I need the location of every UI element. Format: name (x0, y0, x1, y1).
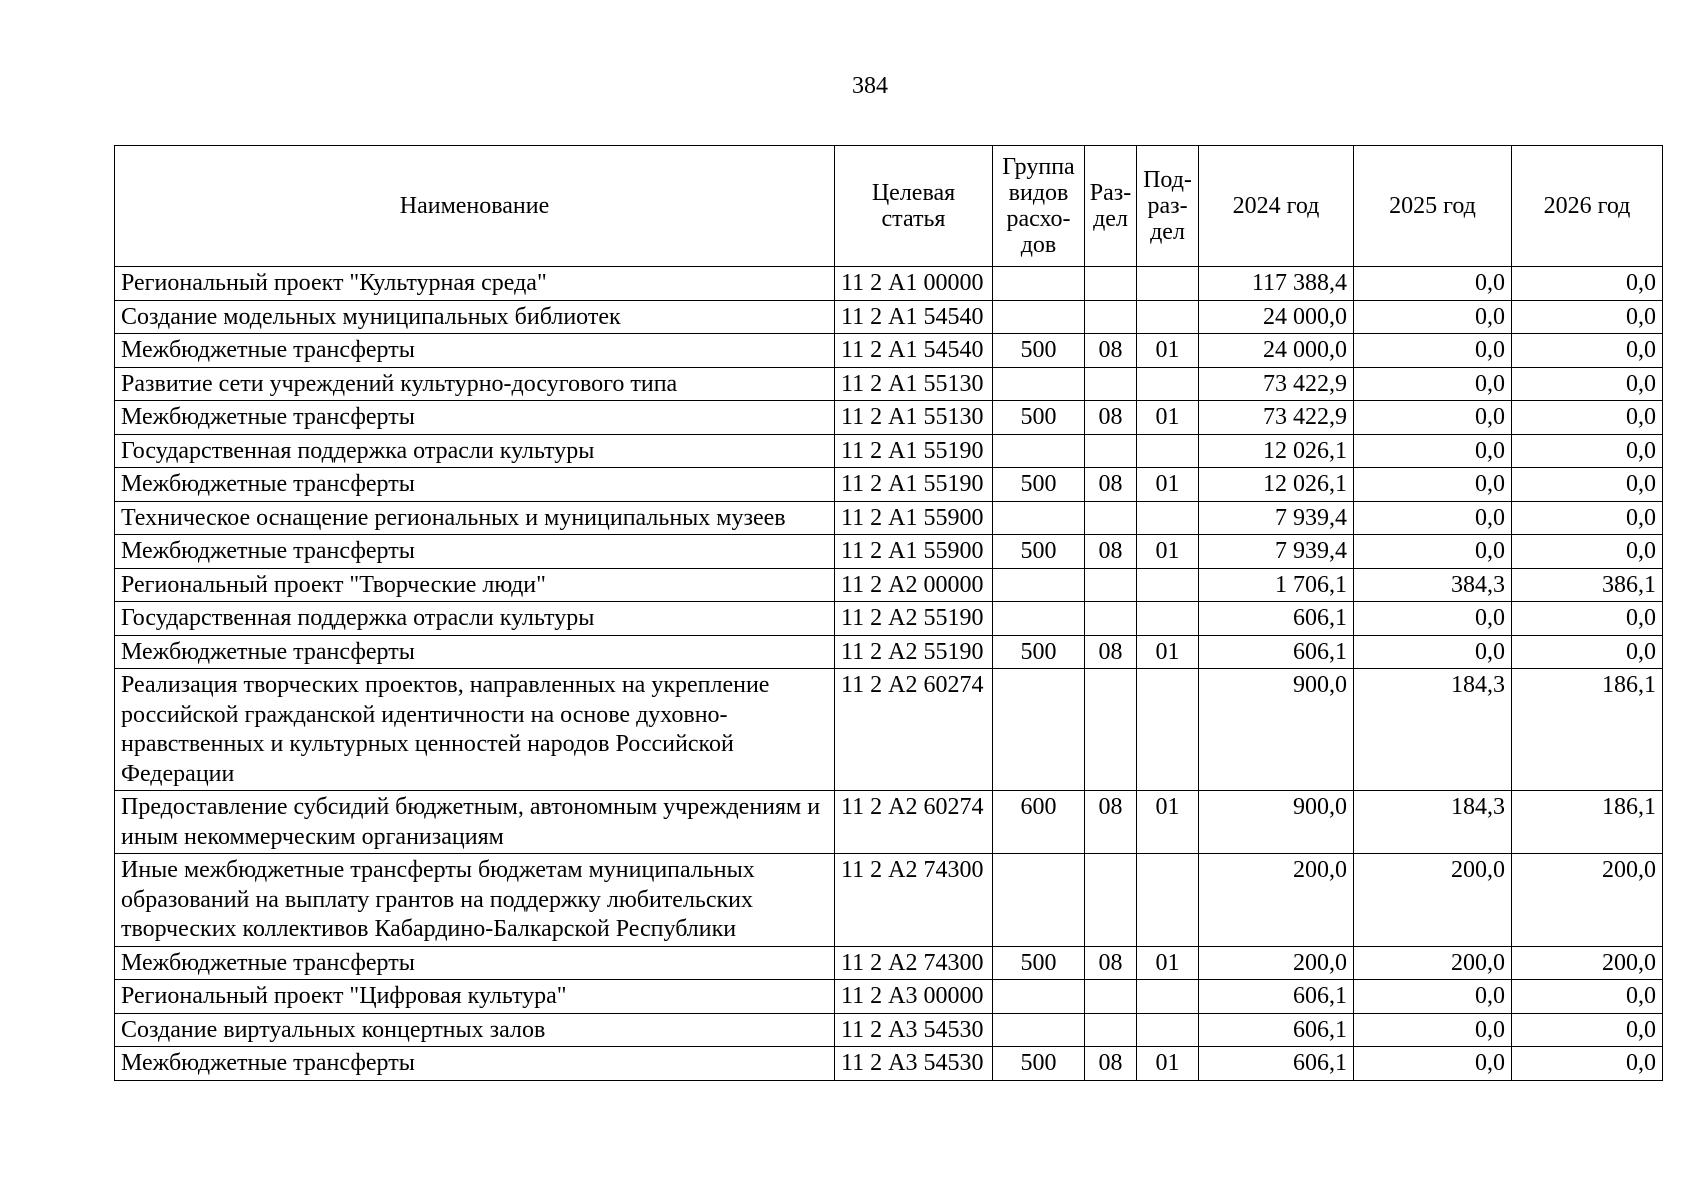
cell-2026: 0,0 (1512, 267, 1663, 301)
cell-target: 11 2 А3 54530 (835, 1013, 993, 1047)
cell-subsection (1137, 501, 1199, 535)
cell-target: 11 2 А2 00000 (835, 568, 993, 602)
cell-subsection (1137, 1013, 1199, 1047)
cell-name: Межбюджетные трансферты (115, 1047, 835, 1081)
cell-subsection (1137, 300, 1199, 334)
cell-section (1085, 669, 1137, 791)
cell-group: 600 (993, 791, 1085, 854)
table-row (115, 501, 1663, 535)
table-row (115, 669, 1663, 791)
header-row (115, 146, 1663, 267)
cell-group (993, 602, 1085, 636)
cell-target: 11 2 А1 55900 (835, 535, 993, 569)
cell-group: 500 (993, 468, 1085, 502)
cell-group (993, 669, 1085, 791)
cell-target: 11 2 А2 60274 (835, 791, 993, 854)
cell-section (1085, 267, 1137, 301)
cell-2026: 0,0 (1512, 468, 1663, 502)
header-target: Целевая статья (835, 146, 993, 267)
cell-section: 08 (1085, 1047, 1137, 1081)
cell-2026: 0,0 (1512, 300, 1663, 334)
cell-subsection: 01 (1137, 468, 1199, 502)
cell-2024: 1 706,1 (1199, 568, 1354, 602)
cell-2025: 0,0 (1354, 267, 1512, 301)
table-row (115, 946, 1663, 980)
cell-section (1085, 602, 1137, 636)
table-row (115, 1013, 1663, 1047)
table-row (115, 791, 1663, 854)
table-row (115, 334, 1663, 368)
cell-group (993, 854, 1085, 947)
cell-2026: 200,0 (1512, 854, 1663, 947)
cell-2026: 200,0 (1512, 946, 1663, 980)
cell-2025: 0,0 (1354, 535, 1512, 569)
cell-section (1085, 854, 1137, 947)
cell-2026: 0,0 (1512, 1047, 1663, 1081)
cell-2024: 7 939,4 (1199, 501, 1354, 535)
cell-subsection (1137, 568, 1199, 602)
cell-target: 11 2 А2 55190 (835, 602, 993, 636)
cell-group (993, 501, 1085, 535)
cell-2024: 24 000,0 (1199, 300, 1354, 334)
header-name: Наименование (115, 146, 835, 267)
cell-2026: 0,0 (1512, 334, 1663, 368)
cell-subsection: 01 (1137, 334, 1199, 368)
cell-group: 500 (993, 1047, 1085, 1081)
cell-group (993, 367, 1085, 401)
cell-2025: 0,0 (1354, 1047, 1512, 1081)
cell-subsection: 01 (1137, 791, 1199, 854)
cell-2024: 24 000,0 (1199, 334, 1354, 368)
cell-subsection: 01 (1137, 635, 1199, 669)
budget-table (114, 145, 1663, 1081)
table-row (115, 367, 1663, 401)
cell-2024: 606,1 (1199, 1013, 1354, 1047)
cell-2026: 0,0 (1512, 434, 1663, 468)
cell-group: 500 (993, 535, 1085, 569)
cell-2024: 900,0 (1199, 791, 1354, 854)
cell-subsection (1137, 980, 1199, 1014)
cell-section (1085, 1013, 1137, 1047)
cell-subsection: 01 (1137, 535, 1199, 569)
cell-name: Региональный проект "Творческие люди" (115, 568, 835, 602)
cell-2024: 606,1 (1199, 635, 1354, 669)
cell-section: 08 (1085, 468, 1137, 502)
cell-2025: 200,0 (1354, 946, 1512, 980)
header-2024: 2024 год (1199, 146, 1354, 267)
cell-2025: 184,3 (1354, 669, 1512, 791)
cell-section (1085, 367, 1137, 401)
cell-2026: 0,0 (1512, 501, 1663, 535)
cell-target: 11 2 А1 55190 (835, 468, 993, 502)
cell-group (993, 1013, 1085, 1047)
cell-group: 500 (993, 401, 1085, 435)
cell-target: 11 2 А2 74300 (835, 946, 993, 980)
table-row (115, 635, 1663, 669)
cell-2025: 200,0 (1354, 854, 1512, 947)
cell-2024: 7 939,4 (1199, 535, 1354, 569)
cell-subsection (1137, 669, 1199, 791)
cell-name: Техническое оснащение региональных и муниципальных музеев (115, 501, 835, 535)
cell-target: 11 2 А3 54530 (835, 1047, 993, 1081)
cell-section: 08 (1085, 334, 1137, 368)
table-row (115, 267, 1663, 301)
header-subsection: Под-раз-дел (1137, 146, 1199, 267)
cell-subsection (1137, 367, 1199, 401)
cell-name: Развитие сети учреждений культурно-досугового типа (115, 367, 835, 401)
cell-name: Государственная поддержка отрасли культуры (115, 602, 835, 636)
cell-2024: 606,1 (1199, 980, 1354, 1014)
table-row (115, 434, 1663, 468)
cell-subsection: 01 (1137, 946, 1199, 980)
cell-subsection (1137, 267, 1199, 301)
cell-section: 08 (1085, 535, 1137, 569)
cell-2026: 0,0 (1512, 635, 1663, 669)
cell-2025: 0,0 (1354, 1013, 1512, 1047)
cell-2025: 0,0 (1354, 980, 1512, 1014)
cell-2026: 0,0 (1512, 535, 1663, 569)
cell-2026: 0,0 (1512, 980, 1663, 1014)
cell-target: 11 2 А1 55130 (835, 367, 993, 401)
cell-2025: 184,3 (1354, 791, 1512, 854)
table-row (115, 980, 1663, 1014)
cell-group (993, 980, 1085, 1014)
cell-name: Межбюджетные трансферты (115, 946, 835, 980)
cell-group (993, 434, 1085, 468)
cell-subsection: 01 (1137, 401, 1199, 435)
cell-target: 11 2 А1 00000 (835, 267, 993, 301)
cell-group (993, 568, 1085, 602)
cell-2024: 12 026,1 (1199, 468, 1354, 502)
cell-name: Межбюджетные трансферты (115, 401, 835, 435)
cell-name: Предоставление субсидий бюджетным, автономным учреждениям и иным некоммерческим организациям (115, 791, 835, 854)
cell-section: 08 (1085, 401, 1137, 435)
cell-subsection (1137, 434, 1199, 468)
cell-target: 11 2 А1 55130 (835, 401, 993, 435)
header-2026: 2026 год (1512, 146, 1663, 267)
cell-2025: 0,0 (1354, 434, 1512, 468)
cell-2025: 0,0 (1354, 635, 1512, 669)
cell-section (1085, 300, 1137, 334)
cell-2025: 384,3 (1354, 568, 1512, 602)
cell-target: 11 2 А3 00000 (835, 980, 993, 1014)
table-row (115, 300, 1663, 334)
cell-name: Реализация творческих проектов, направленных на укрепление российской гражданской идентичности на основе духовно-нравственных и культурных ценностей народов Российской Федерации (115, 669, 835, 791)
cell-2026: 0,0 (1512, 602, 1663, 636)
cell-section (1085, 568, 1137, 602)
cell-2025: 0,0 (1354, 468, 1512, 502)
cell-target: 11 2 А2 74300 (835, 854, 993, 947)
cell-name: Региональный проект "Цифровая культура" (115, 980, 835, 1014)
cell-2024: 73 422,9 (1199, 401, 1354, 435)
cell-section: 08 (1085, 946, 1137, 980)
cell-name: Межбюджетные трансферты (115, 468, 835, 502)
cell-group (993, 300, 1085, 334)
cell-subsection (1137, 854, 1199, 947)
table-row (115, 602, 1663, 636)
cell-2024: 12 026,1 (1199, 434, 1354, 468)
header-group: Группа видов расхо-дов (993, 146, 1085, 267)
cell-target: 11 2 А1 54540 (835, 300, 993, 334)
cell-name: Региональный проект "Культурная среда" (115, 267, 835, 301)
cell-2025: 0,0 (1354, 334, 1512, 368)
cell-2025: 0,0 (1354, 300, 1512, 334)
cell-target: 11 2 А2 60274 (835, 669, 993, 791)
cell-name: Создание виртуальных концертных залов (115, 1013, 835, 1047)
cell-name: Межбюджетные трансферты (115, 535, 835, 569)
header-section: Раз-дел (1085, 146, 1137, 267)
cell-name: Межбюджетные трансферты (115, 635, 835, 669)
cell-2025: 0,0 (1354, 367, 1512, 401)
cell-group: 500 (993, 334, 1085, 368)
cell-section: 08 (1085, 791, 1137, 854)
cell-section: 08 (1085, 635, 1137, 669)
cell-2024: 117 388,4 (1199, 267, 1354, 301)
table-row (115, 468, 1663, 502)
cell-section (1085, 434, 1137, 468)
cell-section (1085, 501, 1137, 535)
cell-2025: 0,0 (1354, 401, 1512, 435)
cell-2024: 200,0 (1199, 854, 1354, 947)
cell-2024: 900,0 (1199, 669, 1354, 791)
page-number: 384 (852, 73, 888, 99)
cell-name: Создание модельных муниципальных библиотек (115, 300, 835, 334)
table-row (115, 401, 1663, 435)
cell-2026: 386,1 (1512, 568, 1663, 602)
cell-subsection (1137, 602, 1199, 636)
cell-group: 500 (993, 946, 1085, 980)
cell-2026: 0,0 (1512, 1013, 1663, 1047)
table-row (115, 535, 1663, 569)
cell-2024: 200,0 (1199, 946, 1354, 980)
header-2025: 2025 год (1354, 146, 1512, 267)
cell-name: Государственная поддержка отрасли культуры (115, 434, 835, 468)
cell-target: 11 2 А1 55900 (835, 501, 993, 535)
cell-name: Иные межбюджетные трансферты бюджетам муниципальных образований на выплату грантов на поддержку любительских творческих коллективов Кабардино-Балкарской Республики (115, 854, 835, 947)
cell-2025: 0,0 (1354, 501, 1512, 535)
cell-2026: 186,1 (1512, 791, 1663, 854)
cell-target: 11 2 А1 55190 (835, 434, 993, 468)
table-row (115, 854, 1663, 947)
table-body (115, 267, 1663, 1081)
cell-2026: 0,0 (1512, 367, 1663, 401)
cell-group (993, 267, 1085, 301)
cell-2026: 186,1 (1512, 669, 1663, 791)
cell-target: 11 2 А1 54540 (835, 334, 993, 368)
cell-2024: 606,1 (1199, 1047, 1354, 1081)
cell-target: 11 2 А2 55190 (835, 635, 993, 669)
cell-group: 500 (993, 635, 1085, 669)
table-row (115, 1047, 1663, 1081)
cell-name: Межбюджетные трансферты (115, 334, 835, 368)
cell-section (1085, 980, 1137, 1014)
cell-2024: 73 422,9 (1199, 367, 1354, 401)
cell-2026: 0,0 (1512, 401, 1663, 435)
cell-subsection: 01 (1137, 1047, 1199, 1081)
cell-2024: 606,1 (1199, 602, 1354, 636)
cell-2025: 0,0 (1354, 602, 1512, 636)
table-row (115, 568, 1663, 602)
